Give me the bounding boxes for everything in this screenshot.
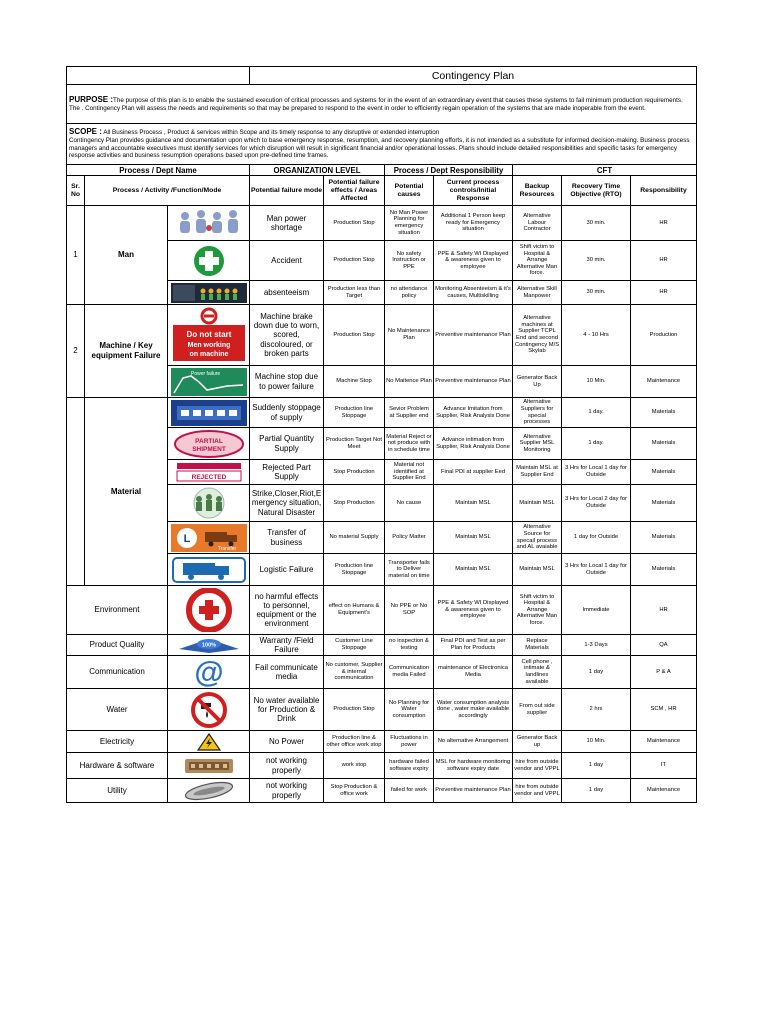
table-row <box>67 689 697 731</box>
table-row <box>67 635 697 656</box>
current-controls: Maintain MSL <box>434 554 513 586</box>
failure-mode: Partial Quantity Supply <box>250 428 324 460</box>
svg-text:L: L <box>183 532 190 545</box>
backup-resources: From out side supplier <box>513 689 562 731</box>
failure-effects: No customer, Supplier & internal communication <box>324 656 385 689</box>
table-row <box>67 206 697 241</box>
backup-resources: Shift victim to Hospital & Arrange Alternative Man force. <box>513 586 562 635</box>
purpose-cell <box>67 85 697 124</box>
current-controls: Preventive maintenance Plan <box>434 366 513 398</box>
failure-mode: No water available for Production & Drink <box>250 689 324 731</box>
process-utility: Utility <box>67 779 168 803</box>
failure-effects: Production Stop <box>324 241 385 281</box>
current-controls: Additional 1 Person keep ready for Emergency situation <box>434 206 513 241</box>
svg-text:Transfer: Transfer <box>217 545 236 552</box>
potential-causes: failed for work <box>385 779 434 803</box>
process-communication: Communication <box>67 656 168 689</box>
table-row <box>67 586 697 635</box>
recovery-time: 3 Hrs for Local 2 day for Outside <box>562 485 631 522</box>
potential-causes: Material not identified at Supplier End <box>385 460 434 485</box>
recovery-time: 1 day for Outside <box>562 522 631 554</box>
responsibility: Materials <box>631 522 697 554</box>
current-controls: No alternative Arrangement <box>434 731 513 753</box>
failure-effects: Production line Stoppage <box>324 554 385 586</box>
responsibility: HR <box>631 206 697 241</box>
failure-mode: Rejected Part Supply <box>250 460 324 485</box>
backup-resources: hire from outside vendor and VPPL <box>513 779 562 803</box>
current-controls: Final PDI and Test as per Plan for Products <box>434 635 513 656</box>
recovery-time: 1 day. <box>562 398 631 428</box>
svg-text:Men working: Men working <box>187 342 230 349</box>
responsibility: SCM , HR <box>631 689 697 731</box>
responsibility: Materials <box>631 428 697 460</box>
failure-mode: Fail communicate media <box>250 656 324 689</box>
process-water: Water <box>67 689 168 731</box>
failure-mode: not working properly <box>250 779 324 803</box>
do-not-start-sign-icon <box>168 305 250 366</box>
sr-machine: 2 <box>67 305 85 398</box>
potential-causes: no attendance policy <box>385 281 434 305</box>
contingency-plan-table <box>66 66 697 803</box>
absenteeism-chart-icon <box>168 281 250 305</box>
col-responsibility: Responsibility <box>631 176 697 206</box>
potential-causes: No Maitence Plan <box>385 366 434 398</box>
failure-mode: No Power <box>250 731 324 753</box>
current-controls: Advance intimation from Supplier, Risk Analysis Done <box>434 428 513 460</box>
responsibility: HR <box>631 281 697 305</box>
high-voltage-icon <box>168 731 250 753</box>
responsibility: HR <box>631 586 697 635</box>
backup-resources: Alternative Suppliers for special processes <box>513 398 562 428</box>
recovery-time: 30 min. <box>562 241 631 281</box>
responsibility: HR <box>631 241 697 281</box>
recovery-time: 2 hrs <box>562 689 631 731</box>
failure-effects: Production Target Not Meet <box>324 428 385 460</box>
title-blank-cell <box>67 67 250 85</box>
potential-causes: No PPE or No SOP <box>385 586 434 635</box>
scope-text-2: Contingency Plan provides guidance and documentation upon which to base emergency response, resumption, and recovery planning efforts, it is not intended as a substitute for informed decision-making. Business process managers and accountable executives must identify services for which disruption will result in significant financial and/or operational losses. Plans should include detailed responsibilities and specific tasks for emergency response activities and business resumption operations based upon pre-defined time frames. <box>69 136 690 160</box>
failure-effects: Production Stop <box>324 689 385 731</box>
section-cft: CFT <box>513 165 697 176</box>
failure-mode: Logistic Failure <box>250 554 324 586</box>
failure-mode: Warranty /Field Failure <box>250 635 324 656</box>
responsibility: P & A <box>631 656 697 689</box>
recovery-time: 1 day. <box>562 428 631 460</box>
current-controls: PPE & Safety WI Displayed & awareness given to employee <box>434 586 513 635</box>
recovery-time: 1 day <box>562 779 631 803</box>
process-machine: Machine / Key equipment Failure <box>85 305 168 398</box>
backup-resources: Alternative Skill Manpower <box>513 281 562 305</box>
potential-causes: Material Reject or not produce with in schedule time <box>385 428 434 460</box>
potential-causes: No safety Instruction or PPE <box>385 241 434 281</box>
potential-causes: No Man Power Planning for emergency situation <box>385 206 434 241</box>
current-controls: Maintain MSL <box>434 485 513 522</box>
current-controls: Monitoring Absenteeism & it's causes, Multiskilling <box>434 281 513 305</box>
section-process-dept-responsibility: Process / Dept Responsibility <box>385 165 513 176</box>
quality-100-badge-icon <box>168 635 250 656</box>
failure-effects: Production less than Target <box>324 281 385 305</box>
first-aid-cross-icon <box>168 241 250 281</box>
recovery-time: 1-3 Days <box>562 635 631 656</box>
responsibility: Materials <box>631 460 697 485</box>
potential-causes: No Maintenance Plan <box>385 305 434 366</box>
scope-label: SCOPE : <box>69 127 102 137</box>
col-process: Process / Activity /Function/Mode <box>85 176 250 206</box>
backup-resources: hire from outside vendor and VPPL <box>513 753 562 779</box>
process-man: Man <box>85 206 168 305</box>
failure-effects: Production line Stoppage <box>324 398 385 428</box>
backup-resources: Shift victim to Hospital & Arrange Alternative Man force. <box>513 241 562 281</box>
at-sign-icon <box>168 656 250 689</box>
scope-text-1: All Business Process , Product & services within Scope and its timely response to any disruptive or extended interruption <box>103 129 440 137</box>
current-controls: maintenance of Electronica Media <box>434 656 513 689</box>
current-controls: Preventive maintenance Plan <box>434 305 513 366</box>
potential-causes: No cause <box>385 485 434 522</box>
failure-mode: Machine brake down due to worn, scored, discoloured, or broken parts <box>250 305 324 366</box>
backup-resources: Generator Back up <box>513 731 562 753</box>
responsibility: Production <box>631 305 697 366</box>
delivery-truck-icon <box>168 554 250 586</box>
failure-mode: absenteeism <box>250 281 324 305</box>
contingency-plan-sheet <box>66 66 696 803</box>
responsibility: QA <box>631 635 697 656</box>
backup-resources: Maintain MSL at Supplier End <box>513 460 562 485</box>
backup-resources: Alternative machines at Supplier TCPL End and second Contingency M/S Skylab <box>513 305 562 366</box>
failure-mode: Strike,Closer,Riot,E mergency situation, Natural Disaster <box>250 485 324 522</box>
svg-text:@: @ <box>193 657 224 687</box>
potential-causes: Transporter fails to Deliver material on time <box>385 554 434 586</box>
rejected-stamp-icon <box>168 460 250 485</box>
recovery-time: 30 min. <box>562 281 631 305</box>
potential-causes: Communication media Failed <box>385 656 434 689</box>
people-icon <box>168 206 250 241</box>
failure-effects: Stop Production & office work <box>324 779 385 803</box>
partial-shipment-stamp-icon <box>168 428 250 460</box>
current-controls: Maintain MSL <box>434 522 513 554</box>
recovery-time: 3 Hrs for Local 1 day for Outside <box>562 460 631 485</box>
current-controls: Advance Imitation from Supplier, Risk Analysis Done <box>434 398 513 428</box>
failure-effects: Stop Production <box>324 485 385 522</box>
warehouse-safety-seal-icon <box>168 586 250 635</box>
responsibility: Materials <box>631 485 697 522</box>
process-environment: Environment <box>67 586 168 635</box>
process-electricity: Electricity <box>67 731 168 753</box>
col-failure-effects: Potential failure effects / Areas Affected <box>324 176 385 206</box>
recovery-time: 10 Min. <box>562 731 631 753</box>
svg-text:Do not start: Do not start <box>186 330 231 339</box>
failure-mode: not working properly <box>250 753 324 779</box>
recovery-time: Immediate <box>562 586 631 635</box>
transfer-truck-icon <box>168 522 250 554</box>
recovery-time: 1 day <box>562 753 631 779</box>
failure-mode: Transfer of business <box>250 522 324 554</box>
backup-resources: Maintain MSL <box>513 485 562 522</box>
failure-effects: Production line & other office work stop <box>324 731 385 753</box>
power-failure-graph-icon <box>168 366 250 398</box>
potential-causes: hardware failed software expiry <box>385 753 434 779</box>
potential-causes: Fluctuations in power <box>385 731 434 753</box>
current-controls: PPE & Safety WI Displayed & awareness given to employee <box>434 241 513 281</box>
recovery-time: 3 Hrs for Local 1 day for Outside <box>562 554 631 586</box>
svg-text:SHIPMENT: SHIPMENT <box>191 445 226 453</box>
failure-mode: Suddenly stoppage of supply <box>250 398 324 428</box>
current-controls: Final PDI at supplier Eed <box>434 460 513 485</box>
backup-resources: Alternative Source for specail process and AL avaiable <box>513 522 562 554</box>
potential-causes: No Planning for Water consumption <box>385 689 434 731</box>
utility-tool-icon <box>168 779 250 803</box>
svg-text:REJECTED: REJECTED <box>191 474 226 481</box>
potential-causes: Sevior Problem at Supplier end <box>385 398 434 428</box>
current-controls: Preventive maintenance Plan <box>434 779 513 803</box>
scope-cell <box>67 124 697 165</box>
svg-text:Power failure: Power failure <box>190 370 220 377</box>
no-water-sign-icon <box>168 689 250 731</box>
section-process-dept-name: Process / Dept Name <box>67 165 250 176</box>
col-backup: Backup Resources <box>513 176 562 206</box>
failure-mode: no harmful effects to personnel, equipment or the environment <box>250 586 324 635</box>
failure-mode: Machine stop due to power failure <box>250 366 324 398</box>
backup-resources: Alternative Labour Contractor <box>513 206 562 241</box>
failure-effects: Production Stop <box>324 206 385 241</box>
col-sr-no: Sr. No <box>67 176 85 206</box>
backup-resources: Replace Materials <box>513 635 562 656</box>
recovery-time: 10 Min. <box>562 366 631 398</box>
sr-man: 1 <box>67 206 85 305</box>
section-organization-level: ORGANIZATION LEVEL <box>250 165 385 176</box>
responsibility: IT <box>631 753 697 779</box>
col-causes: Potential causes <box>385 176 434 206</box>
failure-effects: Production Stop <box>324 305 385 366</box>
failure-effects: work stop <box>324 753 385 779</box>
potential-causes: no inspection & testing <box>385 635 434 656</box>
table-row <box>67 753 697 779</box>
responsibility: Maintenance <box>631 366 697 398</box>
table-row <box>67 398 697 428</box>
strike-crowd-icon <box>168 485 250 522</box>
failure-effects: No material Supply <box>324 522 385 554</box>
responsibility: Maintenance <box>631 731 697 753</box>
failure-mode: Accident <box>250 241 324 281</box>
recovery-time: 1 day <box>562 656 631 689</box>
process-product-quality: Product Quality <box>67 635 168 656</box>
potential-causes: Policy Matter <box>385 522 434 554</box>
current-controls: Water consumption analysis done , water make available accordingly <box>434 689 513 731</box>
responsibility: Maintenance <box>631 779 697 803</box>
current-controls: MSL for hardware monitoring software expiry date <box>434 753 513 779</box>
failure-effects: effect on Humans & Equipment's <box>324 586 385 635</box>
process-hardware-software: Hardware & software <box>67 753 168 779</box>
svg-text:100%: 100% <box>201 642 216 648</box>
purpose-label: PURPOSE : <box>69 94 114 104</box>
purpose-text: The purpose of this plan is to enable the sustained execution of critical processes and systems for in the event of an extraordinary event that causes these systems to fail minimum production requirements. The . Contingency Plan will assess the needs and requirements so that may be prepared to respond to the event in order to efficiently regain operation of the systems that are made inoperable from the event. <box>69 96 683 112</box>
page-title: Contingency Plan <box>250 67 697 85</box>
svg-text:PARTIAL: PARTIAL <box>194 437 223 445</box>
failure-effects: Machine Stop <box>324 366 385 398</box>
computer-hardware-icon <box>168 753 250 779</box>
svg-text:on machine: on machine <box>189 351 228 358</box>
table-row <box>67 731 697 753</box>
recovery-time: 4 - 10 Hrs <box>562 305 631 366</box>
failure-effects: Customer Line Stoppage <box>324 635 385 656</box>
failure-mode: Man power shortage <box>250 206 324 241</box>
supply-stoppage-icon <box>168 398 250 428</box>
backup-resources: Cell phone , intimate & landlines available <box>513 656 562 689</box>
recovery-time: 30 min. <box>562 206 631 241</box>
backup-resources: Maintain MSL <box>513 554 562 586</box>
backup-resources: Alternative Supplier MSL Monitoring <box>513 428 562 460</box>
table-row <box>67 305 697 366</box>
process-material: Material <box>85 398 168 586</box>
col-failure-mode: Potential failure mode <box>250 176 324 206</box>
col-rto: Recovery Time Objective (RTO) <box>562 176 631 206</box>
table-row <box>67 779 697 803</box>
table-row <box>67 656 697 689</box>
backup-resources: Generator Back Up <box>513 366 562 398</box>
failure-effects: Stop Production <box>324 460 385 485</box>
responsibility: Materials <box>631 398 697 428</box>
responsibility: Materials <box>631 554 697 586</box>
col-controls: Current process controls/Initial Response <box>434 176 513 206</box>
sr-material-blank <box>67 398 85 586</box>
